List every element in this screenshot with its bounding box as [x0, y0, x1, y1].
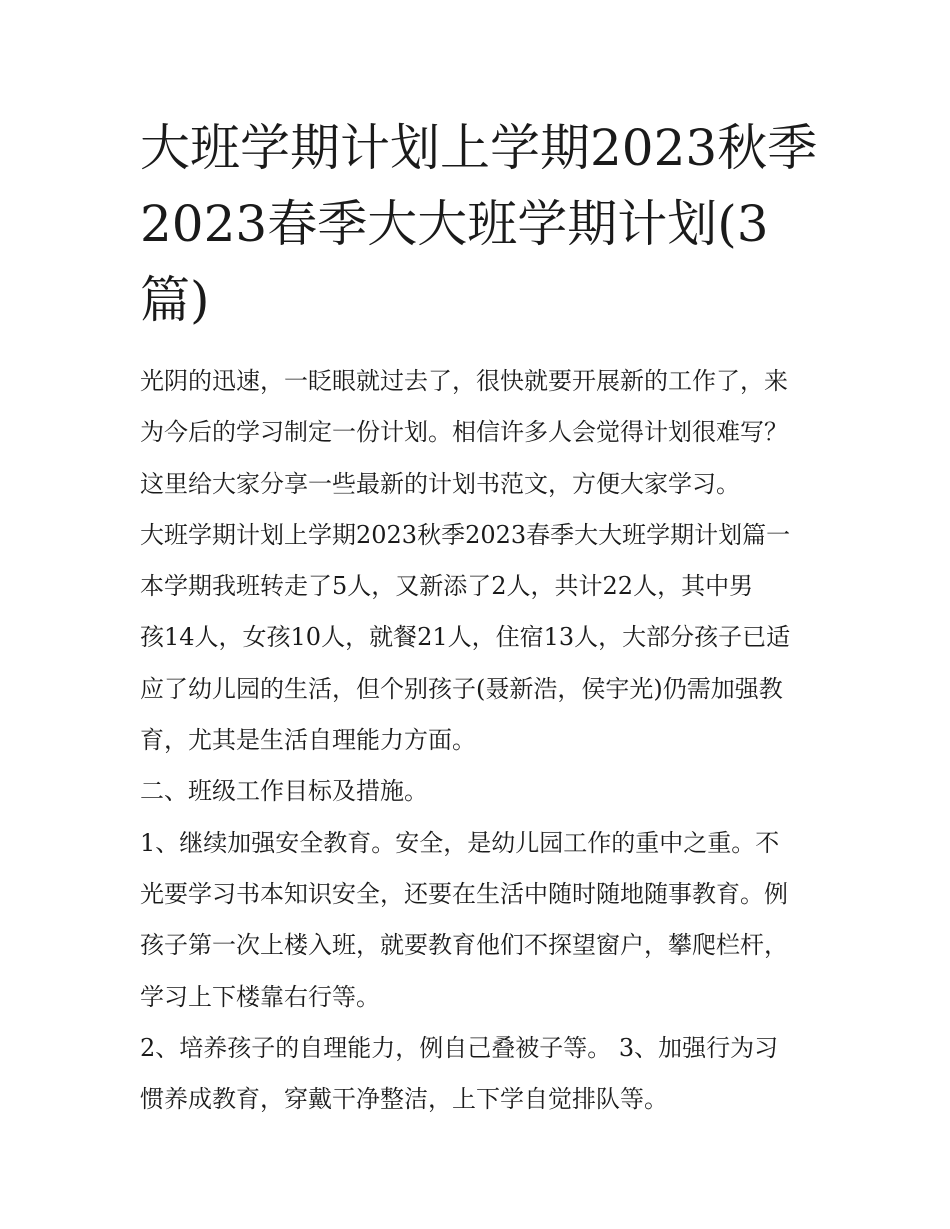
text-line: 育，尤其是生活自理能力方面。	[140, 726, 476, 755]
text-line: 学习上下楼靠右行等。	[140, 982, 380, 1011]
text-line: 惯养成教育，穿戴干净整洁，上下学自觉排队等。	[140, 1085, 668, 1114]
text-line: 大班学期计划上学期2023秋季2023春季大大班学期计划篇一	[140, 520, 791, 549]
text-line: 2、培养孩子的自理能力，例自己叠被子等。 3、加强行为习	[140, 1033, 779, 1062]
text-line: 这里给大家分享一些最新的计划书范文，方便大家学习。	[140, 469, 740, 498]
text-line: 应了幼儿园的生活，但个别孩子(聂新浩，侯宇光)仍需加强教	[140, 674, 783, 703]
subheading-goals	[140, 766, 820, 817]
text-line: 光要学习书本知识安全，还要在生活中随时随地随事教育。例	[140, 879, 788, 908]
title-line: 大班学期计划上学期2023秋季	[140, 119, 818, 177]
text-line: 光阴的迅速，一眨眼就过去了，很快就要开展新的工作了，来	[140, 367, 788, 395]
section-heading	[140, 510, 820, 561]
text-line: 二、班级工作目标及措施。	[140, 777, 428, 806]
title-line: 篇)	[140, 271, 210, 329]
self-care-paragraph	[140, 1023, 820, 1126]
text-line: 为今后的学习制定一份计划。相信许多人会觉得计划很难写？	[140, 418, 788, 447]
text-line: 孩子第一次上楼入班，就要教育他们不探望窗户，攀爬栏杆，	[140, 931, 788, 960]
document-title	[140, 110, 820, 338]
text-line: 孩14人，女孩10人，就餐21人，住宿13人，大部分孩子已适	[140, 623, 791, 652]
document-body	[140, 356, 820, 1125]
class-overview-paragraph	[140, 561, 820, 766]
text-line: 本学期我班转走了5人，又新添了2人，共计22人，其中男	[140, 572, 754, 601]
safety-paragraph	[140, 818, 820, 1023]
intro-paragraph	[140, 356, 820, 510]
title-line: 2023春季大大班学期计划(3	[140, 195, 769, 253]
text-line: 1、继续加强安全教育。安全，是幼儿园工作的重中之重。不	[140, 828, 780, 857]
